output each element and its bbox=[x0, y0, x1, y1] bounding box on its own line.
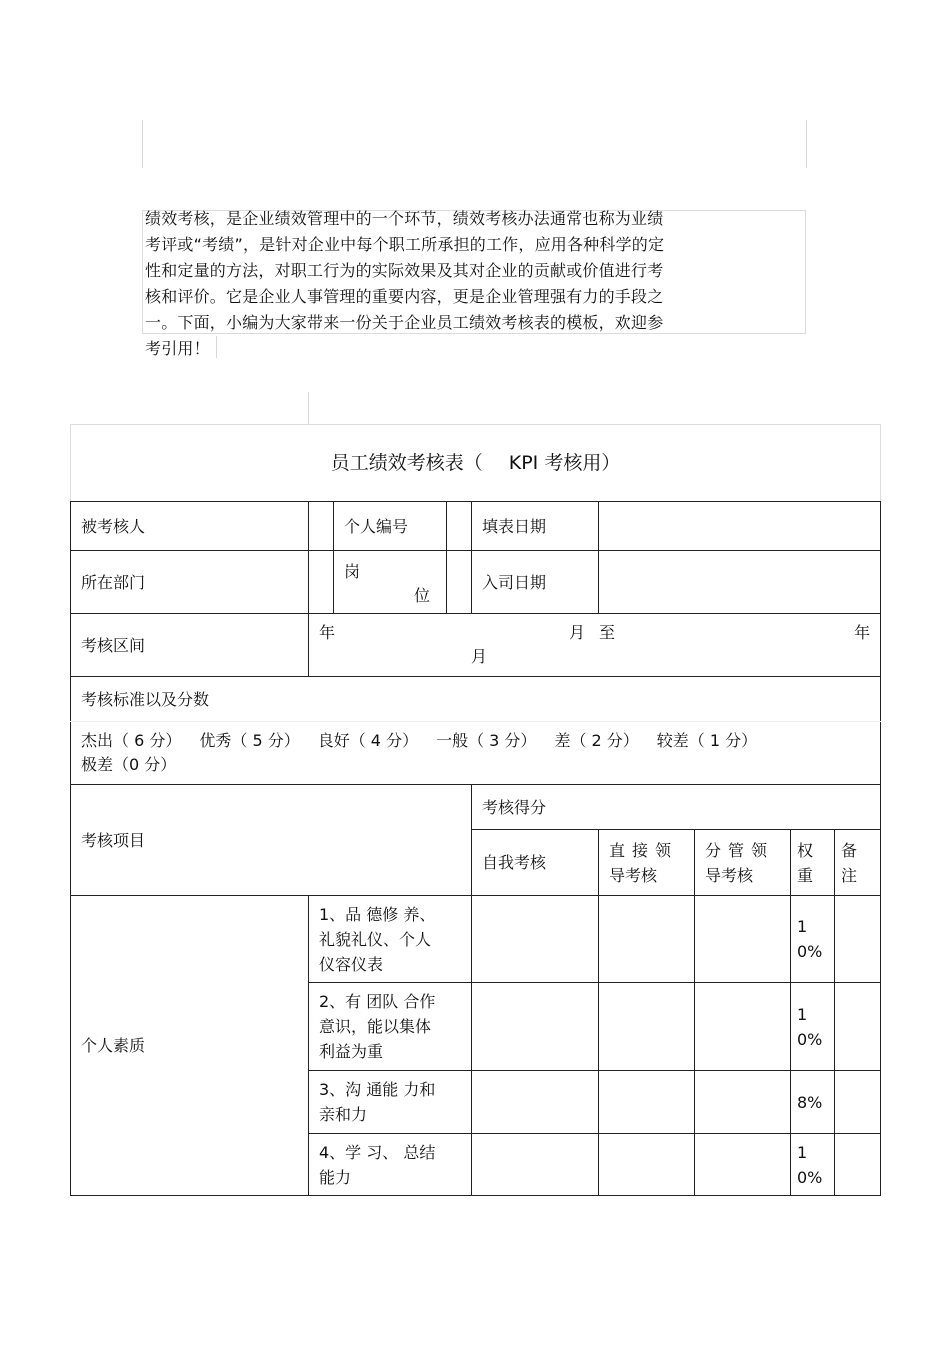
employee-no-label: 个人编号 bbox=[334, 502, 447, 551]
mgmt-score-cell[interactable] bbox=[695, 896, 791, 983]
self-score-cell[interactable] bbox=[472, 896, 599, 983]
direct-score-cell[interactable] bbox=[599, 983, 695, 1071]
weight-cell: 1 0% bbox=[791, 1134, 835, 1196]
grade-item: 较差（ 1 分） bbox=[656, 731, 758, 750]
employee-no-value[interactable] bbox=[447, 502, 472, 551]
grade-item: 一般（ 3 分） bbox=[436, 731, 537, 750]
remark-cell[interactable] bbox=[835, 983, 881, 1071]
assessee-value[interactable] bbox=[309, 502, 334, 551]
post-label: 岗 位 bbox=[334, 551, 447, 614]
intro-line: 一。下面，小编为大家带来一份关于企业员工绩效考核表的模板，欢迎参 bbox=[145, 313, 664, 332]
assessee-label: 被考核人 bbox=[71, 502, 309, 551]
intro-line: 考引用！ bbox=[145, 339, 210, 358]
guide-line bbox=[308, 392, 309, 424]
remark-header: 备 注 bbox=[835, 830, 881, 896]
mgmt-leader-header: 分管领 导考核 bbox=[695, 830, 791, 896]
item-header: 考核项目 bbox=[71, 785, 472, 896]
grade-item: 良好（ 4 分） bbox=[317, 731, 419, 750]
grading-scale bbox=[71, 722, 881, 785]
direct-score-cell[interactable] bbox=[599, 1071, 695, 1134]
direct-score-cell[interactable] bbox=[599, 896, 695, 983]
self-score-cell[interactable] bbox=[472, 983, 599, 1071]
mgmt-score-cell[interactable] bbox=[695, 1071, 791, 1134]
join-date-label: 入司日期 bbox=[472, 551, 599, 614]
post-value[interactable] bbox=[447, 551, 472, 614]
item-2: 2、有 团队 合作 意识，能以集体 利益为重 bbox=[309, 983, 472, 1071]
period-label: 考核区间 bbox=[71, 614, 309, 677]
item-3: 3、沟 通能 力和 亲和力 bbox=[309, 1071, 472, 1134]
department-label: 所在部门 bbox=[71, 551, 309, 614]
guide-line bbox=[806, 120, 807, 168]
self-score-cell[interactable] bbox=[472, 1134, 599, 1196]
item-1: 1、品 德修 养、 礼貌礼仪、个人 仪容仪表 bbox=[309, 896, 472, 983]
intro-line: 考评或“考绩”，是针对企业中每个职工所承担的工作，应用各种科学的定 bbox=[145, 235, 665, 254]
fill-date-label: 填表日期 bbox=[472, 502, 599, 551]
direct-leader-header: 直接领 导考核 bbox=[599, 830, 695, 896]
period-value[interactable]: 年 月 至 年 月 bbox=[309, 614, 881, 677]
weight-header: 权 重 bbox=[791, 830, 835, 896]
self-assess-header: 自我考核 bbox=[472, 830, 599, 896]
self-score-cell[interactable] bbox=[472, 1071, 599, 1134]
weight-cell: 1 0% bbox=[791, 896, 835, 983]
weight-cell: 8% bbox=[791, 1071, 835, 1134]
mgmt-score-cell[interactable] bbox=[695, 1134, 791, 1196]
grade-item: 杰出（ 6 分） bbox=[81, 731, 182, 750]
intro-line: 绩效考核，是企业绩效管理中的一个环节，绩效考核办法通常也称为业绩 bbox=[145, 209, 664, 228]
join-date-value[interactable] bbox=[599, 551, 881, 614]
direct-score-cell[interactable] bbox=[599, 1134, 695, 1196]
grade-item: 极差（0 分） bbox=[81, 755, 177, 774]
score-header: 考核得分 bbox=[472, 785, 881, 830]
department-value[interactable] bbox=[309, 551, 334, 614]
intro-paragraph bbox=[145, 206, 755, 362]
fill-date-value[interactable] bbox=[599, 502, 881, 551]
intro-line: 核和评价。它是企业人事管理的重要内容，更是企业管理强有力的手段之 bbox=[145, 287, 664, 306]
remark-cell[interactable] bbox=[835, 896, 881, 983]
weight-cell: 1 0% bbox=[791, 983, 835, 1071]
category-personal-quality: 个人素质 bbox=[71, 896, 309, 1196]
standard-label: 考核标准以及分数 bbox=[71, 677, 881, 722]
guide-line bbox=[142, 120, 143, 168]
item-4: 4、学 习、 总结 能力 bbox=[309, 1134, 472, 1196]
grade-item: 差（ 2 分） bbox=[554, 731, 639, 750]
kpi-form-table bbox=[70, 424, 881, 1196]
intro-line: 性和定量的方法，对职工行为的实际效果及其对企业的贡献或价值进行考 bbox=[145, 261, 664, 280]
remark-cell[interactable] bbox=[835, 1134, 881, 1196]
form-title: 员工绩效考核表（ KPI 考核用） bbox=[71, 425, 881, 502]
remark-cell[interactable] bbox=[835, 1071, 881, 1134]
grade-item: 优秀（ 5 分） bbox=[199, 731, 300, 750]
mgmt-score-cell[interactable] bbox=[695, 983, 791, 1071]
